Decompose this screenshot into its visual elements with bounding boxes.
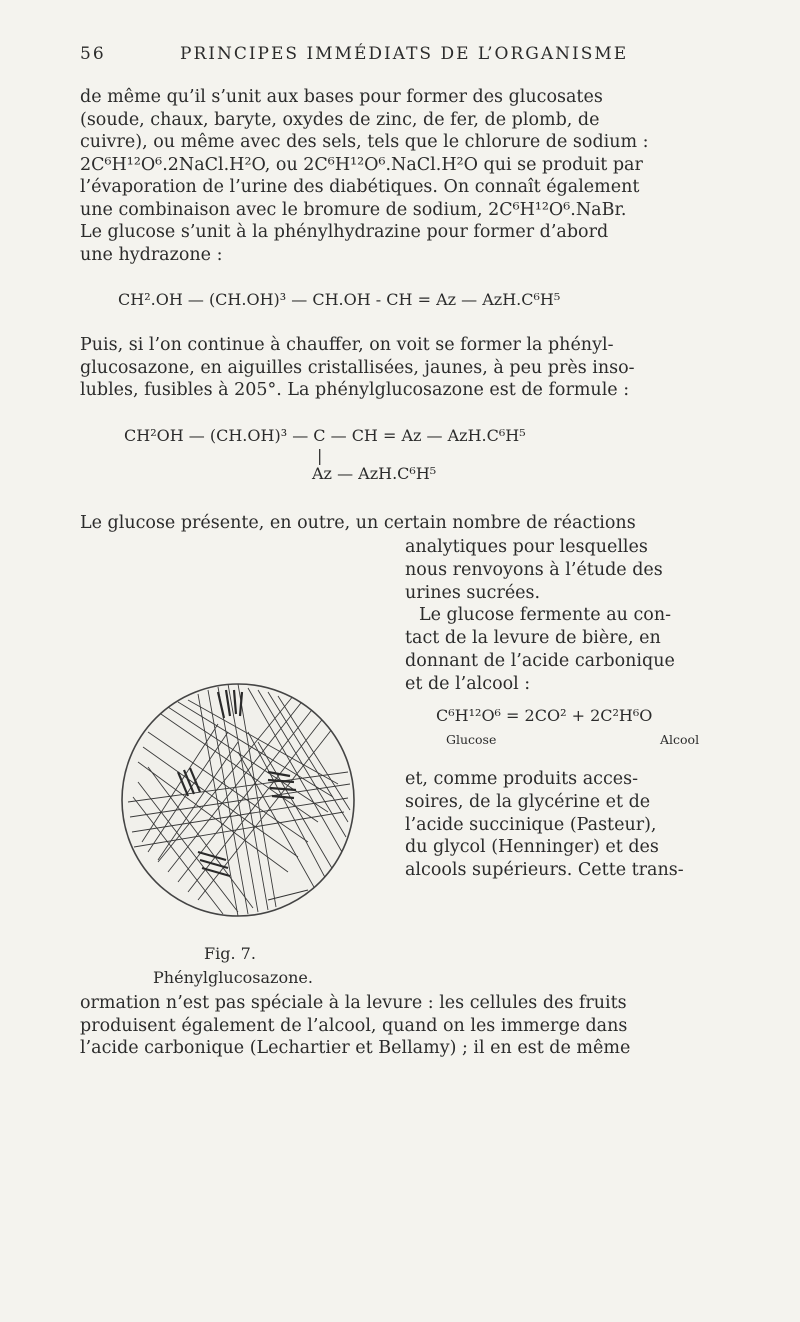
text-line: glucosazone, en aiguilles cristallisées, jaunes, à peu près inso-: [80, 357, 635, 378]
text-line: lubles, fusibles à 205°. La phénylglucosazone est de formule :: [80, 380, 630, 400]
fermentation-equation: C⁶H¹²O⁶ = 2CO² + 2C²H⁶O: [436, 706, 653, 725]
column-byproducts: [405, 768, 740, 882]
page-number: 56: [80, 44, 106, 64]
text-line: l’acide carbonique (Lechartier et Bellamy) ; il en est de même: [80, 1038, 631, 1058]
text-line: analytiques pour lesquelles: [405, 537, 648, 557]
hydrazone-formula: CH².OH — (CH.OH)³ — CH.OH - CH = Az — AzH.C⁶H⁵: [118, 290, 561, 309]
figure-label: Fig. 7.: [204, 944, 256, 963]
equation-label-glucose: Glucose: [446, 732, 497, 747]
text-line: (soude, chaux, baryte, oxydes de zinc, de fer, de plomb, de: [80, 109, 600, 130]
text-line: du glycol (Henninger) et des: [405, 837, 659, 858]
text-line: ormation n’est pas spéciale à la levure : les cellules des fruits: [80, 993, 627, 1013]
equation-label-alcool: Alcool: [660, 732, 700, 747]
text-line: urines sucrées.: [405, 582, 541, 603]
text-line: Le glucose présente, en outre, un certain nombre de réactions: [80, 513, 636, 533]
osazone-formula-line2: Az — AzH.C⁶H⁵: [312, 464, 437, 483]
osazone-bond: |: [317, 446, 323, 465]
text-line: Le glucose fermente au con-: [419, 605, 672, 626]
paragraph-glucosates: [80, 86, 740, 266]
running-title: PRINCIPES IMMÉDIATS DE L’ORGANISME: [180, 44, 629, 64]
text-line: une combinaison avec le bromure de sodium, 2C⁶H¹²O⁶.NaBr.: [80, 199, 627, 220]
text-line: nous renvoyons à l’étude des: [405, 559, 663, 580]
paragraph-fruits: [80, 992, 740, 1060]
text-line: Le glucose s’unit à la phénylhydrazine pour former d’abord: [80, 222, 609, 242]
text-line: et, comme produits acces-: [405, 769, 638, 789]
text-line: Puis, si l’on continue à chauffer, on voit se former la phényl-: [80, 335, 614, 355]
text-line: 2C⁶H¹²O⁶.2NaCl.H²O, ou 2C⁶H¹²O⁶.NaCl.H²O qui se produit par: [80, 154, 643, 175]
figure-caption: Phénylglucosazone.: [153, 968, 313, 987]
column-reactions: [405, 536, 740, 696]
text-line: une hydrazone :: [80, 244, 223, 265]
text-line: cuivre), ou même avec des sels, tels que le chlorure de sodium :: [80, 132, 649, 152]
text-line: l’évaporation de l’urine des diabétiques. On connaît également: [80, 177, 640, 197]
paragraph-osazone: [80, 334, 740, 402]
text-line: alcools supérieurs. Cette trans-: [405, 860, 684, 881]
text-line: donnant de l’acide carbonique: [405, 650, 675, 671]
paragraph-reactions: [80, 512, 740, 535]
text-line: l’acide succinique (Pasteur),: [405, 814, 657, 835]
osazone-formula-line1: CH²OH — (CH.OH)³ — C — CH = Az — AzH.C⁶H⁵: [124, 426, 526, 445]
text-line: de même qu’il s’unit aux bases pour former des glucosates: [80, 87, 603, 107]
text-line: et de l’alcool :: [405, 673, 531, 694]
text-line: soires, de la glycérine et de: [405, 791, 651, 812]
text-line: tact de la levure de bière, en: [405, 628, 661, 649]
figure-phenylglucosazone-crystals: [118, 672, 358, 932]
running-header: [80, 44, 740, 64]
text-line: produisent également de l’alcool, quand on les immerge dans: [80, 1015, 628, 1036]
